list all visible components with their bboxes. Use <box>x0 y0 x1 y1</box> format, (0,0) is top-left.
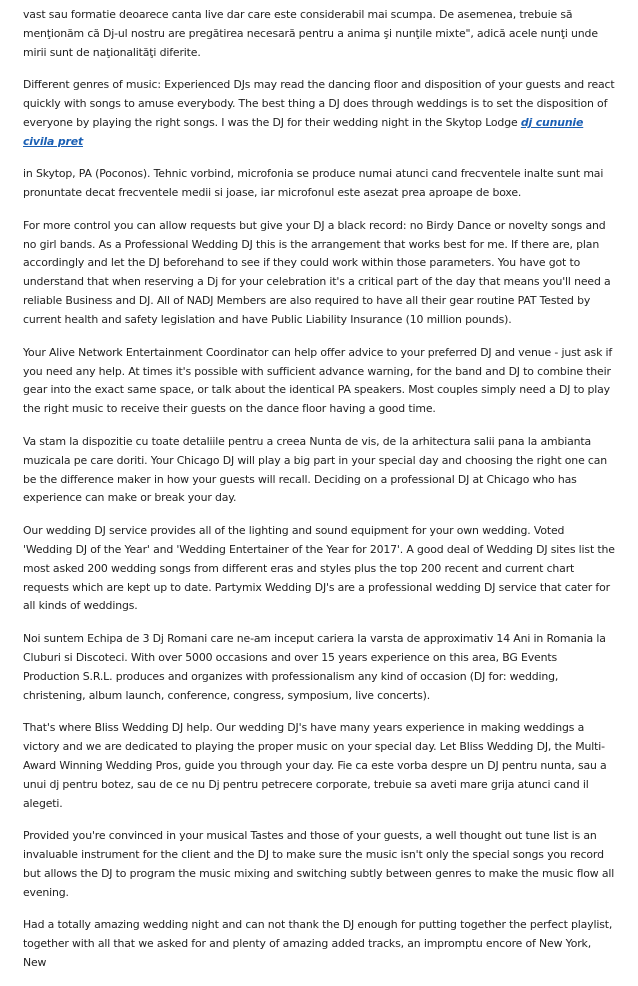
paragraph-2 <box>23 76 615 152</box>
paragraph-10: Provided you're convinced in your musical Tastes and those of your guests, a well thought out tune list is an invaluable instrument for the client and the DJ to make sure the music isn't only the special songs you record but allows the DJ to program the music mixing and switching subtly between genres to make the music flow all evening. <box>23 829 615 899</box>
paragraph-4: For more control you can allow requests but give your DJ a black record: no Birdy Dance or novelty songs and no girl bands. As a Professional Wedding DJ this is the arrangement that works best for me. If there are, plan accordingly and let the DJ beforehand to see if they could work within those parameters. You have got to understand that when reserving a Dj for your celebration it's a critical part of the day that means you'll need a reliable Business and DJ. All of NADJ Members are also required to have all their gear routine PAT Tested by current health and safety legislation and have Public Liability Insurance (10 million pounds). <box>23 218 611 327</box>
paragraph-1: vast sau formatie deoarece canta live dar care este considerabil mai scumpa. De asemenea, trebuie să menţionăm că Dj-ul nostru are pregătirea necesară pentru a anima şi nunţile mixte", adică acele nunţi unde mirii sunt de naţionalităţi diferite. <box>23 8 598 59</box>
paragraph-9: That's where Bliss Wedding DJ help. Our wedding DJ's have many years experience in making weddings a victory and we are dedicated to playing the proper music on your special day. Let Bliss Wedding DJ, the Multi-Award Winning Wedding Pros, guide you through your day. Fie ca este vorba despre un DJ pentru nunta, sau a unui dj pentru botez, sau de ce nu Dj pentru petrecere corporate, trebuie sa aveti mare grija atunci cand il alegeti. <box>23 721 607 810</box>
dj-cununie-civila-pret-link[interactable]: dj cununie civila pret <box>23 116 584 148</box>
paragraph-11: Had a totally amazing wedding night and can not thank the DJ enough for putting together the perfect playlist, together with all that we asked for and plenty of amazing added tracks, an impromptu encore of New York, New <box>23 918 613 969</box>
paragraph-3: in Skytop, PA (Poconos). Tehnic vorbind, microfonia se produce numai atunci cand frecventele inalte sunt mai pronuntate decat frecventele medii si joase, iar microfonul este asezat prea aproape de boxe. <box>23 167 604 200</box>
paragraph-6: Va stam la dispozitie cu toate detaliile pentru a creea Nunta de vis, de la arhitectura salii pana la ambianta muzicala pe care doriti. Your Chicago DJ will play a big part in your special day and choosing the right one can be the difference maker in how your guests will recall. Deciding on a professional DJ at Chicago who has experience can make or break your day. <box>23 434 608 505</box>
article-body <box>23 6 615 986</box>
paragraph-7: Our wedding DJ service provides all of the lighting and sound equipment for your own wedding. Voted 'Wedding DJ of the Year' and 'Wedding Entertainer of the Year for 2017'. A good deal of Wedding DJ sites list the most asked 200 wedding songs from different eras and styles plus the top 200 recent and current chart requests which are kept up to date. Partymix Wedding DJ's are a professional wedding DJ service that cater for all kinds of weddings. <box>23 523 615 613</box>
paragraph-5: Your Alive Network Entertainment Coordinator can help offer advice to your preferred DJ and venue - just ask if you need any help. At times it's possible with sufficient advance warning, for the band and DJ to combine their gear into the exact same space, or talk about the identical PA speakers. Most couples simply need a DJ to play the right music to receive their guests on the dance floor having a good time. <box>23 345 613 416</box>
paragraph-2-text: Different genres of music: Experienced DJs may read the dancing floor and disposition of your guests and react quickly with songs to amuse everybody. The best thing a DJ does through weddings is to set the disposition of everyone by playing the right songs. I was the DJ for their wedding night in the Skytop Lodge <box>23 78 615 130</box>
paragraph-8: Noi suntem Echipa de 3 Dj Romani care ne-am inceput cariera la varsta de approximativ 14 Ani in Romania la Cluburi si Discoteci. With over 5000 occasions and over 15 years experience on this area, BG Events Production S.R.L. produces and organizes with professionalism any kind of occasion (DJ for: wedding, christening, album launch, conference, congress, symposium, live concerts). <box>23 631 606 702</box>
